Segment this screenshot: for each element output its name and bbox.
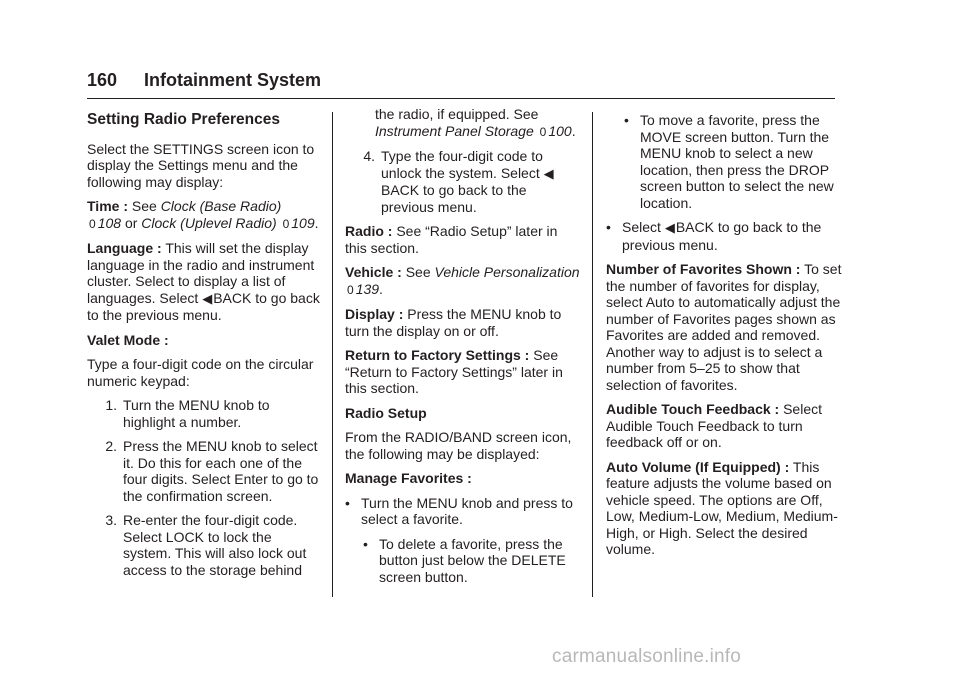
watermark: carmanualsonline.info (552, 646, 742, 667)
column-1 (87, 106, 323, 586)
page-ref-icon: 0 (347, 282, 354, 297)
bullet: • (345, 494, 350, 511)
factory-entry (345, 347, 581, 397)
list-item (345, 536, 581, 586)
display-entry (345, 306, 581, 339)
list-item (606, 219, 842, 253)
step-number: 4. (363, 148, 375, 164)
language-label: Language : (87, 240, 162, 256)
step-3-continued-text: the radio, if equipped. See (375, 106, 539, 122)
bullet: • (624, 112, 629, 128)
manage-favorites-label: Manage Favorites : (345, 470, 472, 486)
back-arrow-icon: ◀ (543, 165, 554, 181)
language-text-1: This will set the display language in the radio and instrument cluster. Select to display a list of languages. Select (87, 240, 315, 306)
bullet: • (606, 219, 611, 235)
bullet-text: Turn the MENU knob and press to select a favorite. (361, 494, 573, 527)
page-ref-icon: 0 (89, 216, 96, 231)
time-see: See (131, 198, 157, 214)
back-arrow-icon: ◀ (664, 220, 675, 235)
time-ref-1[interactable]: Clock (Base Radio) (160, 198, 282, 214)
vehicle-ref[interactable]: Vehicle Personalization (434, 264, 580, 280)
column-3 (606, 106, 842, 566)
radio-text: See “Radio Setup” later in this section. (345, 223, 558, 256)
list-item (87, 512, 323, 578)
page-number: 160 (87, 70, 118, 90)
page-header (87, 70, 835, 99)
display-text: Press the MENU knob to turn the display on or off. (345, 306, 562, 339)
bullet-text: To delete a favorite, press the button just below the DELETE screen button. (379, 535, 566, 585)
list-item (87, 397, 323, 430)
page-title: Infotainment System (144, 70, 322, 90)
page-ref-icon: 0 (282, 216, 290, 231)
time-label: Time : (87, 198, 128, 214)
page-ref-icon: 0 (539, 124, 547, 139)
number-favorites-label: Number of Favorites Shown : (606, 261, 801, 277)
column-divider (332, 112, 333, 597)
vehicle-see: See (405, 264, 431, 280)
intro-text: Select the SETTINGS screen icon to display the Settings menu and the following may display: (87, 140, 315, 190)
valet-text: Type a four-digit code on the circular numeric keypad: (87, 356, 314, 389)
valet-label: Valet Mode : (87, 331, 169, 348)
touch-feedback-text: Select Audible Touch Feedback to turn feedback off or on. (606, 401, 823, 450)
radio-setup-text: From the RADIO/BAND screen icon, the following may be displayed: (345, 429, 572, 462)
number-favorites-text: To set the number of favorites for display, select Auto to automatically adjust the number of Favorites pages shown as Favorites are added and removed. Another way to adjust is to select a number from 5–25 to show that selection of favorites. (606, 261, 842, 393)
time-page-1[interactable]: 108 (97, 214, 122, 231)
number-favorites-entry (606, 261, 842, 393)
time-ref-2[interactable]: Clock (Uplevel Radio) (141, 214, 277, 231)
time-page-2[interactable]: 109 (291, 214, 315, 231)
bullet-text: To move a favorite, press the MOVE screen button. Turn the MENU knob to select a new location, then press the DROP screen button to select the new location. (640, 112, 834, 211)
step-text: Turn the MENU knob to highlight a number. (123, 397, 270, 430)
section-heading: Setting Radio Preferences (87, 111, 280, 128)
step-number: 3. (105, 512, 117, 528)
step-text: Re-enter the four-digit code. Select LOCK to lock the system. This will also lock out access to the storage behind (123, 512, 307, 578)
list-item (345, 148, 581, 215)
factory-text: See “Return to Factory Settings” later in this section. (345, 347, 563, 396)
factory-label: Return to Factory Settings : (345, 347, 530, 363)
list-item (345, 495, 581, 528)
step-3-continued: the radio, if equipped. See Instrument Panel Storage 0 100. (375, 106, 576, 139)
bullet: • (363, 535, 368, 552)
step-text: Press the MENU knob to select it. Do this for each one of the four digits. Select Enter to go to the confirmation screen. (123, 438, 319, 504)
storage-ref[interactable]: Instrument Panel Storage (375, 122, 534, 139)
step-4-back-text: BACK to go back to the previous menu. (381, 182, 527, 215)
auto-volume-label: Auto Volume (If Equipped) : (606, 458, 790, 475)
column-divider (592, 112, 593, 597)
touch-feedback-entry (606, 401, 842, 451)
list-item (606, 112, 842, 211)
radio-setup-heading: Radio Setup (345, 404, 427, 421)
vehicle-page[interactable]: 139 (355, 280, 380, 297)
bullet-text (622, 219, 842, 253)
step-text (381, 148, 581, 215)
bullet-2-pre: Select (622, 219, 661, 235)
radio-label: Radio : (345, 223, 393, 239)
auto-volume-entry (606, 459, 842, 558)
step-number: 1. (105, 397, 117, 413)
step-number: 2. (105, 438, 117, 454)
time-or: or (124, 214, 138, 231)
language-entry (87, 240, 323, 324)
list-item (87, 438, 323, 504)
touch-feedback-label: Audible Touch Feedback : (606, 401, 780, 417)
column-2 (345, 106, 581, 593)
language-back: BACK (213, 289, 252, 306)
vehicle-entry: Vehicle : See Vehicle Personalization 0 139. (345, 264, 580, 297)
display-label: Display : (345, 306, 404, 322)
language-text-2: to go back to the previous menu. (87, 289, 320, 323)
step-4-text: Type the four-digit code to unlock the system. Select (381, 148, 543, 181)
back-arrow-icon: ◀ (202, 290, 213, 306)
storage-page[interactable]: 100 (548, 122, 572, 139)
auto-volume-text: This feature adjusts the volume based on vehicle speed. The options are Off, Low, Medium-Low, Medium, Medium-High, or High. Select the desired volume. (606, 458, 838, 557)
bullet-2-post: BACK to go back to the previous menu. (622, 219, 822, 253)
radio-entry (345, 223, 581, 256)
time-entry: Time : See Clock (Base Radio) 0 108 or Clock (Uplevel Radio) 0 109. (87, 198, 319, 231)
vehicle-label: Vehicle : (345, 264, 402, 280)
